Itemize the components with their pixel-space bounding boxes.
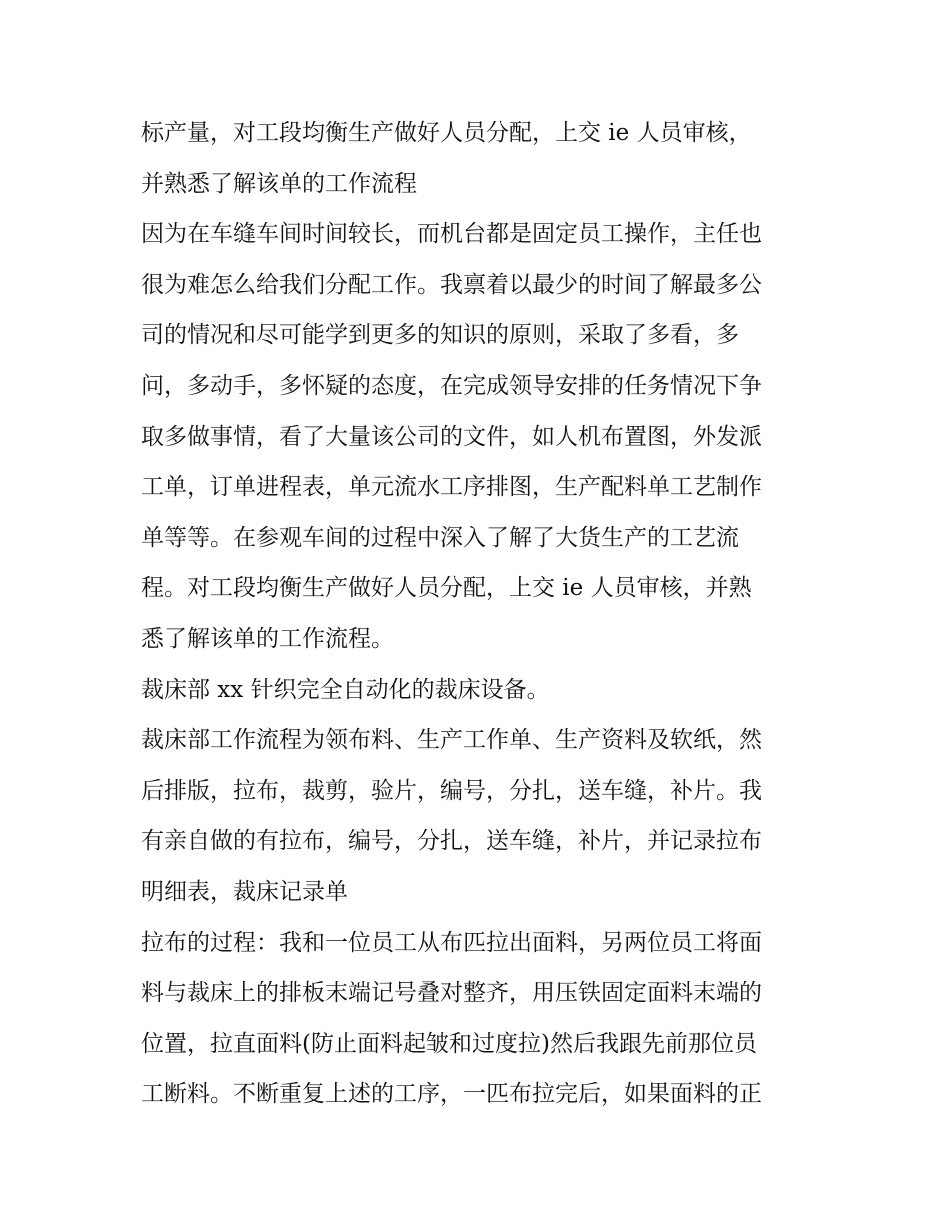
text-line: 标产量，对工段均衡生产做好人员分配，上交 ie 人员审核，: [141, 120, 752, 146]
text-line: 很为难怎么给我们分配工作。我禀着以最少的时间了解最多公: [141, 271, 762, 298]
text-line: 问，多动手，多怀疑的态度，在完成领导安排的任务情况下争: [141, 372, 762, 399]
text-line: 悉了解该单的工作流程。: [141, 625, 394, 652]
text-line: 司的情况和尽可能学到更多的知识的原则，采取了多看，多: [141, 322, 739, 349]
text-line: 单等等。在参观车间的过程中深入了解了大货生产的工艺流: [141, 524, 739, 551]
text-line: 程。对工段均衡生产做好人员分配，上交 ie 人员审核，并熟: [141, 575, 752, 602]
text-line: 并熟悉了解该单的工作流程: [141, 170, 417, 197]
text-line: 拉布的过程：我和一位员工从布匹拉出面料，另两位员工将面: [141, 929, 762, 956]
text-line: 裁床部工作流程为领布料、生产工作单、生产资料及软纸，然: [141, 727, 762, 754]
text-line: 因为在车缝车间时间较长，而机台都是固定员工操作，主任也: [141, 221, 762, 248]
text-line: 明细表，裁床记录单: [141, 878, 348, 905]
text-line: 取多做事情，看了大量该公司的文件，如人机布置图，外发派: [141, 423, 762, 450]
body-text: [141, 108, 821, 1120]
text-line: 后排版，拉布，裁剪，验片，编号，分扎，送车缝，补片。我: [141, 777, 762, 804]
text-line: 裁床部 xx 针织完全自动化的裁床设备。: [141, 676, 550, 703]
text-line: 料与裁床上的排板末端记号叠对整齐，用压铁固定面料末端的: [141, 980, 762, 1007]
text-line: 工断料。不断重复上述的工序，一匹布拉完后，如果面料的正: [141, 1081, 762, 1108]
text-line: 位置，拉直面料(防止面料起皱和过度拉)然后我跟先前那位员: [141, 1030, 757, 1057]
text-line: 有亲自做的有拉布，编号，分扎，送车缝，补片，并记录拉布: [141, 828, 762, 855]
text-line: 工单，订单进程表，单元流水工序排图，生产配料单工艺制作: [141, 474, 762, 501]
